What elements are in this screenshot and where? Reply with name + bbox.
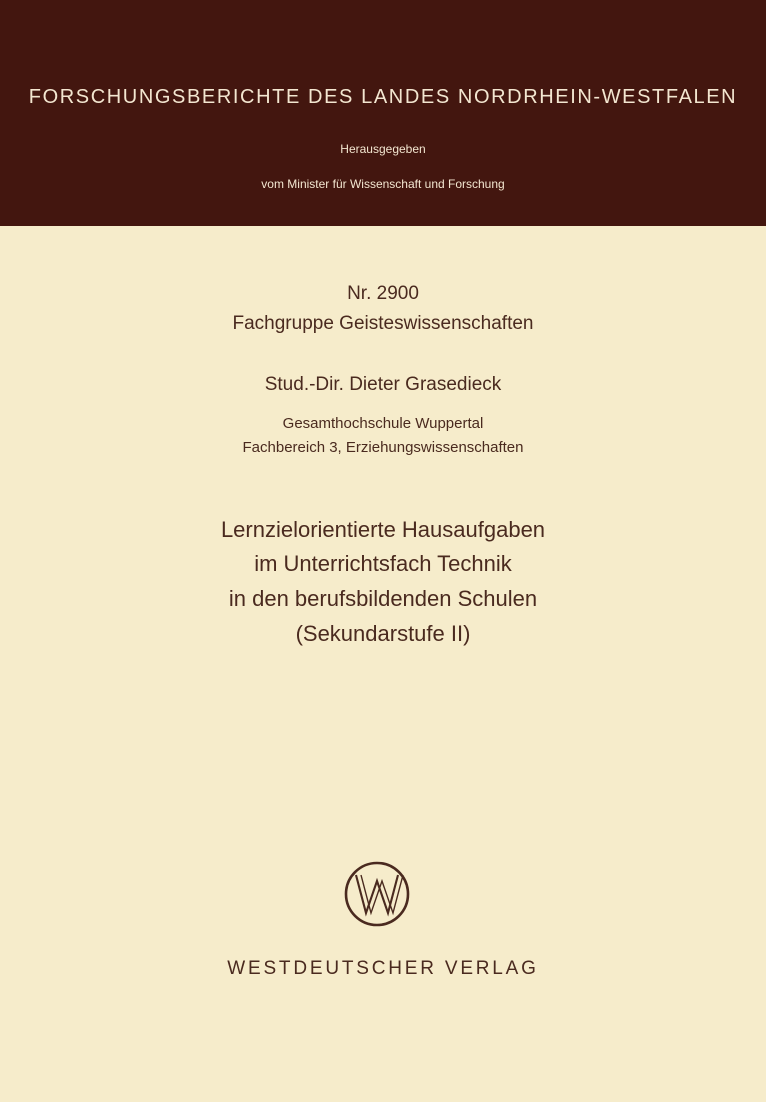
author-name: Stud.-Dir. Dieter Grasedieck bbox=[264, 374, 502, 395]
affiliation-line-2: Fachbereich 3, Erziehungswissenschaften bbox=[242, 439, 524, 456]
report-number: Nr. 2900 bbox=[347, 283, 419, 304]
westdeutscher-verlag-logo bbox=[343, 860, 411, 928]
series-title: FORSCHUNGSBERICHTE DES LANDES NORDRHEIN-WESTFALEN bbox=[28, 86, 738, 108]
edited-label: Herausgegeben bbox=[340, 142, 426, 156]
subject-group: Fachgruppe Geisteswissenschaften bbox=[232, 313, 534, 334]
title-line-3: in den berufsbildenden Schulen bbox=[228, 586, 538, 611]
affiliation-line-1: Gesamthochschule Wuppertal bbox=[282, 415, 484, 432]
editor-name: vom Minister für Wissenschaft und Forschung bbox=[261, 177, 505, 191]
series-header bbox=[0, 0, 766, 226]
publisher-name: WESTDEUTSCHER VERLAG bbox=[227, 958, 539, 979]
title-line-1: Lernzielorientierte Hausaufgaben bbox=[220, 517, 546, 542]
title-line-4: (Sekundarstufe II) bbox=[295, 621, 471, 646]
title-line-2: im Unterrichtsfach Technik bbox=[254, 551, 512, 576]
